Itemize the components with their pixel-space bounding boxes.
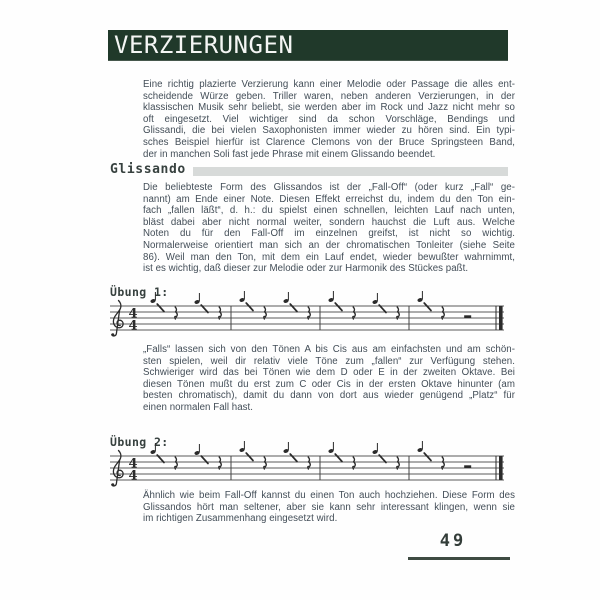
fall-off-slash (246, 453, 253, 461)
quarter-rest (353, 307, 355, 319)
text-line: nannt) am Ende einer Note. Diesen Effekt erreichst du, indem du den Ton ein- (143, 193, 515, 205)
fall-off-slash (290, 304, 297, 312)
text-line: im richtigen Zusammenhang eingesetzt wird. (143, 513, 338, 525)
exercise-1-staff (108, 294, 508, 340)
fall-off-slash (290, 454, 297, 462)
text-line: Noten du für den Fall-Off im einzelnen greifst, ist nicht so wichtig. (143, 228, 515, 240)
fall-off-slash (335, 303, 342, 311)
quarter-rest (353, 457, 355, 469)
fall-off-slash (157, 304, 164, 312)
text-line: klassischen Musik sehr beliebt, sie werden aber im Rock und Jazz nicht mehr so (143, 102, 515, 114)
text-line: Eine richtig plazierte Verzierung kann einer Melodie oder Passage die alles ent- (143, 79, 515, 90)
text-line: sches Beispiel hierfür ist Clarence Clemons von der Bruce Springsteen Band, (143, 136, 515, 148)
quarter-rest (264, 307, 266, 319)
time-signature-top: 4 (128, 306, 138, 322)
half-rest (464, 465, 471, 468)
exercise-2-staff (108, 444, 508, 490)
quarter-rest (397, 307, 399, 319)
fall-off-slash (424, 453, 431, 461)
time-signature-bottom: 4 (128, 318, 138, 334)
intro-paragraph (143, 79, 515, 160)
exercise-2-label: Übung 2: (110, 435, 169, 449)
text-line: oft eingesetzt. Viel wichtiger sind da schon Vorschläge, Bendings und (143, 113, 515, 125)
chapter-header-band (108, 30, 508, 60)
quarter-rest (397, 457, 399, 469)
text-line: besten chromatisch), damit du dann von dort aus wieder genügend „Platz“ für (143, 390, 515, 402)
text-line: Normalerweise orientiert man sich an der chromatischen Tonleiter (siehe Seite (143, 239, 515, 251)
quarter-rest (219, 307, 221, 319)
text-line: 86). Weil man den Ton, mit dem ein Lauf endet, wieder bewußter wahrnimmt, (143, 251, 515, 263)
fall-off-slash (424, 303, 431, 311)
quarter-rest (442, 457, 444, 469)
fall-off-slash (246, 303, 253, 311)
text-line: fach „fallen läßt“, d. h.: du spielst einen schnellen, leichten Lauf nach unten, (143, 205, 515, 217)
text-line: scheidende Würze geben. Triller waren, neben anderen Verzierungen, in der (143, 90, 515, 102)
time-signature-bottom: 4 (128, 468, 138, 484)
time-signature-top: 4 (128, 456, 138, 472)
glissando-paragraph (143, 182, 515, 275)
quarter-rest (308, 457, 310, 469)
section-heading-rule (193, 167, 508, 176)
section-heading-glissando: Glissando (110, 162, 186, 177)
closing-paragraph (143, 490, 515, 525)
chapter-title: VERZIERUNGEN (114, 31, 294, 59)
quarter-rest (442, 307, 444, 319)
text-line: Die beliebteste Form des Glissandos ist der „Fall-Off“ (oder kurz „Fall“ ge- (143, 182, 515, 193)
text-line: diesen Tönen mußt du erst zum C oder Cis in der ersten Oktave hinunter (am (143, 378, 515, 390)
quarter-rest (219, 457, 221, 469)
exercise-1-label: Übung 1: (110, 285, 169, 299)
fall-off-slash (335, 454, 342, 462)
quarter-rest (175, 307, 177, 319)
text-line: sten spielen, weil dir relativ viele Töne zum „fallen“ zur Verfügung stehen. (143, 355, 515, 367)
page-number: 49 (439, 531, 467, 551)
text-line: „Falls“ lassen sich von den Tönen A bis Cis aus am einfachsten und am schön- (143, 344, 515, 355)
text-line: der in manchen Soli fast jede Phrase mit einem Glissando beendet. (143, 148, 436, 160)
text-line: Glissandi, die bei vielen Saxophonisten immer wieder zu hören sind. Ein typi- (143, 125, 515, 137)
text-line: Glissandos hört man seltener, aber sie kann sehr interessant klingen, wenn sie (143, 501, 515, 513)
falls-paragraph (143, 344, 515, 414)
quarter-rest (175, 457, 177, 469)
text-line: Schwieriger wird das bei Tönen wie dem D oder E in der zweiten Oktave. Bei (143, 367, 515, 379)
text-line: Ähnlich wie beim Fall-Off kannst du einen Ton auch hochziehen. Diese Form des (143, 490, 515, 501)
quarter-rest (264, 457, 266, 469)
footer-rule (408, 557, 510, 560)
quarter-rest (308, 307, 310, 319)
half-rest (464, 315, 471, 318)
text-line: einen normalen Fall hast. (143, 401, 254, 413)
text-line: ist es wichtig, daß dieser zur Melodie oder zur Harmonik des Stückes paßt. (143, 263, 469, 275)
text-line: bläst dabei aber nicht normal weiter, sondern hauchst die Luft aus. Welche (143, 216, 515, 228)
